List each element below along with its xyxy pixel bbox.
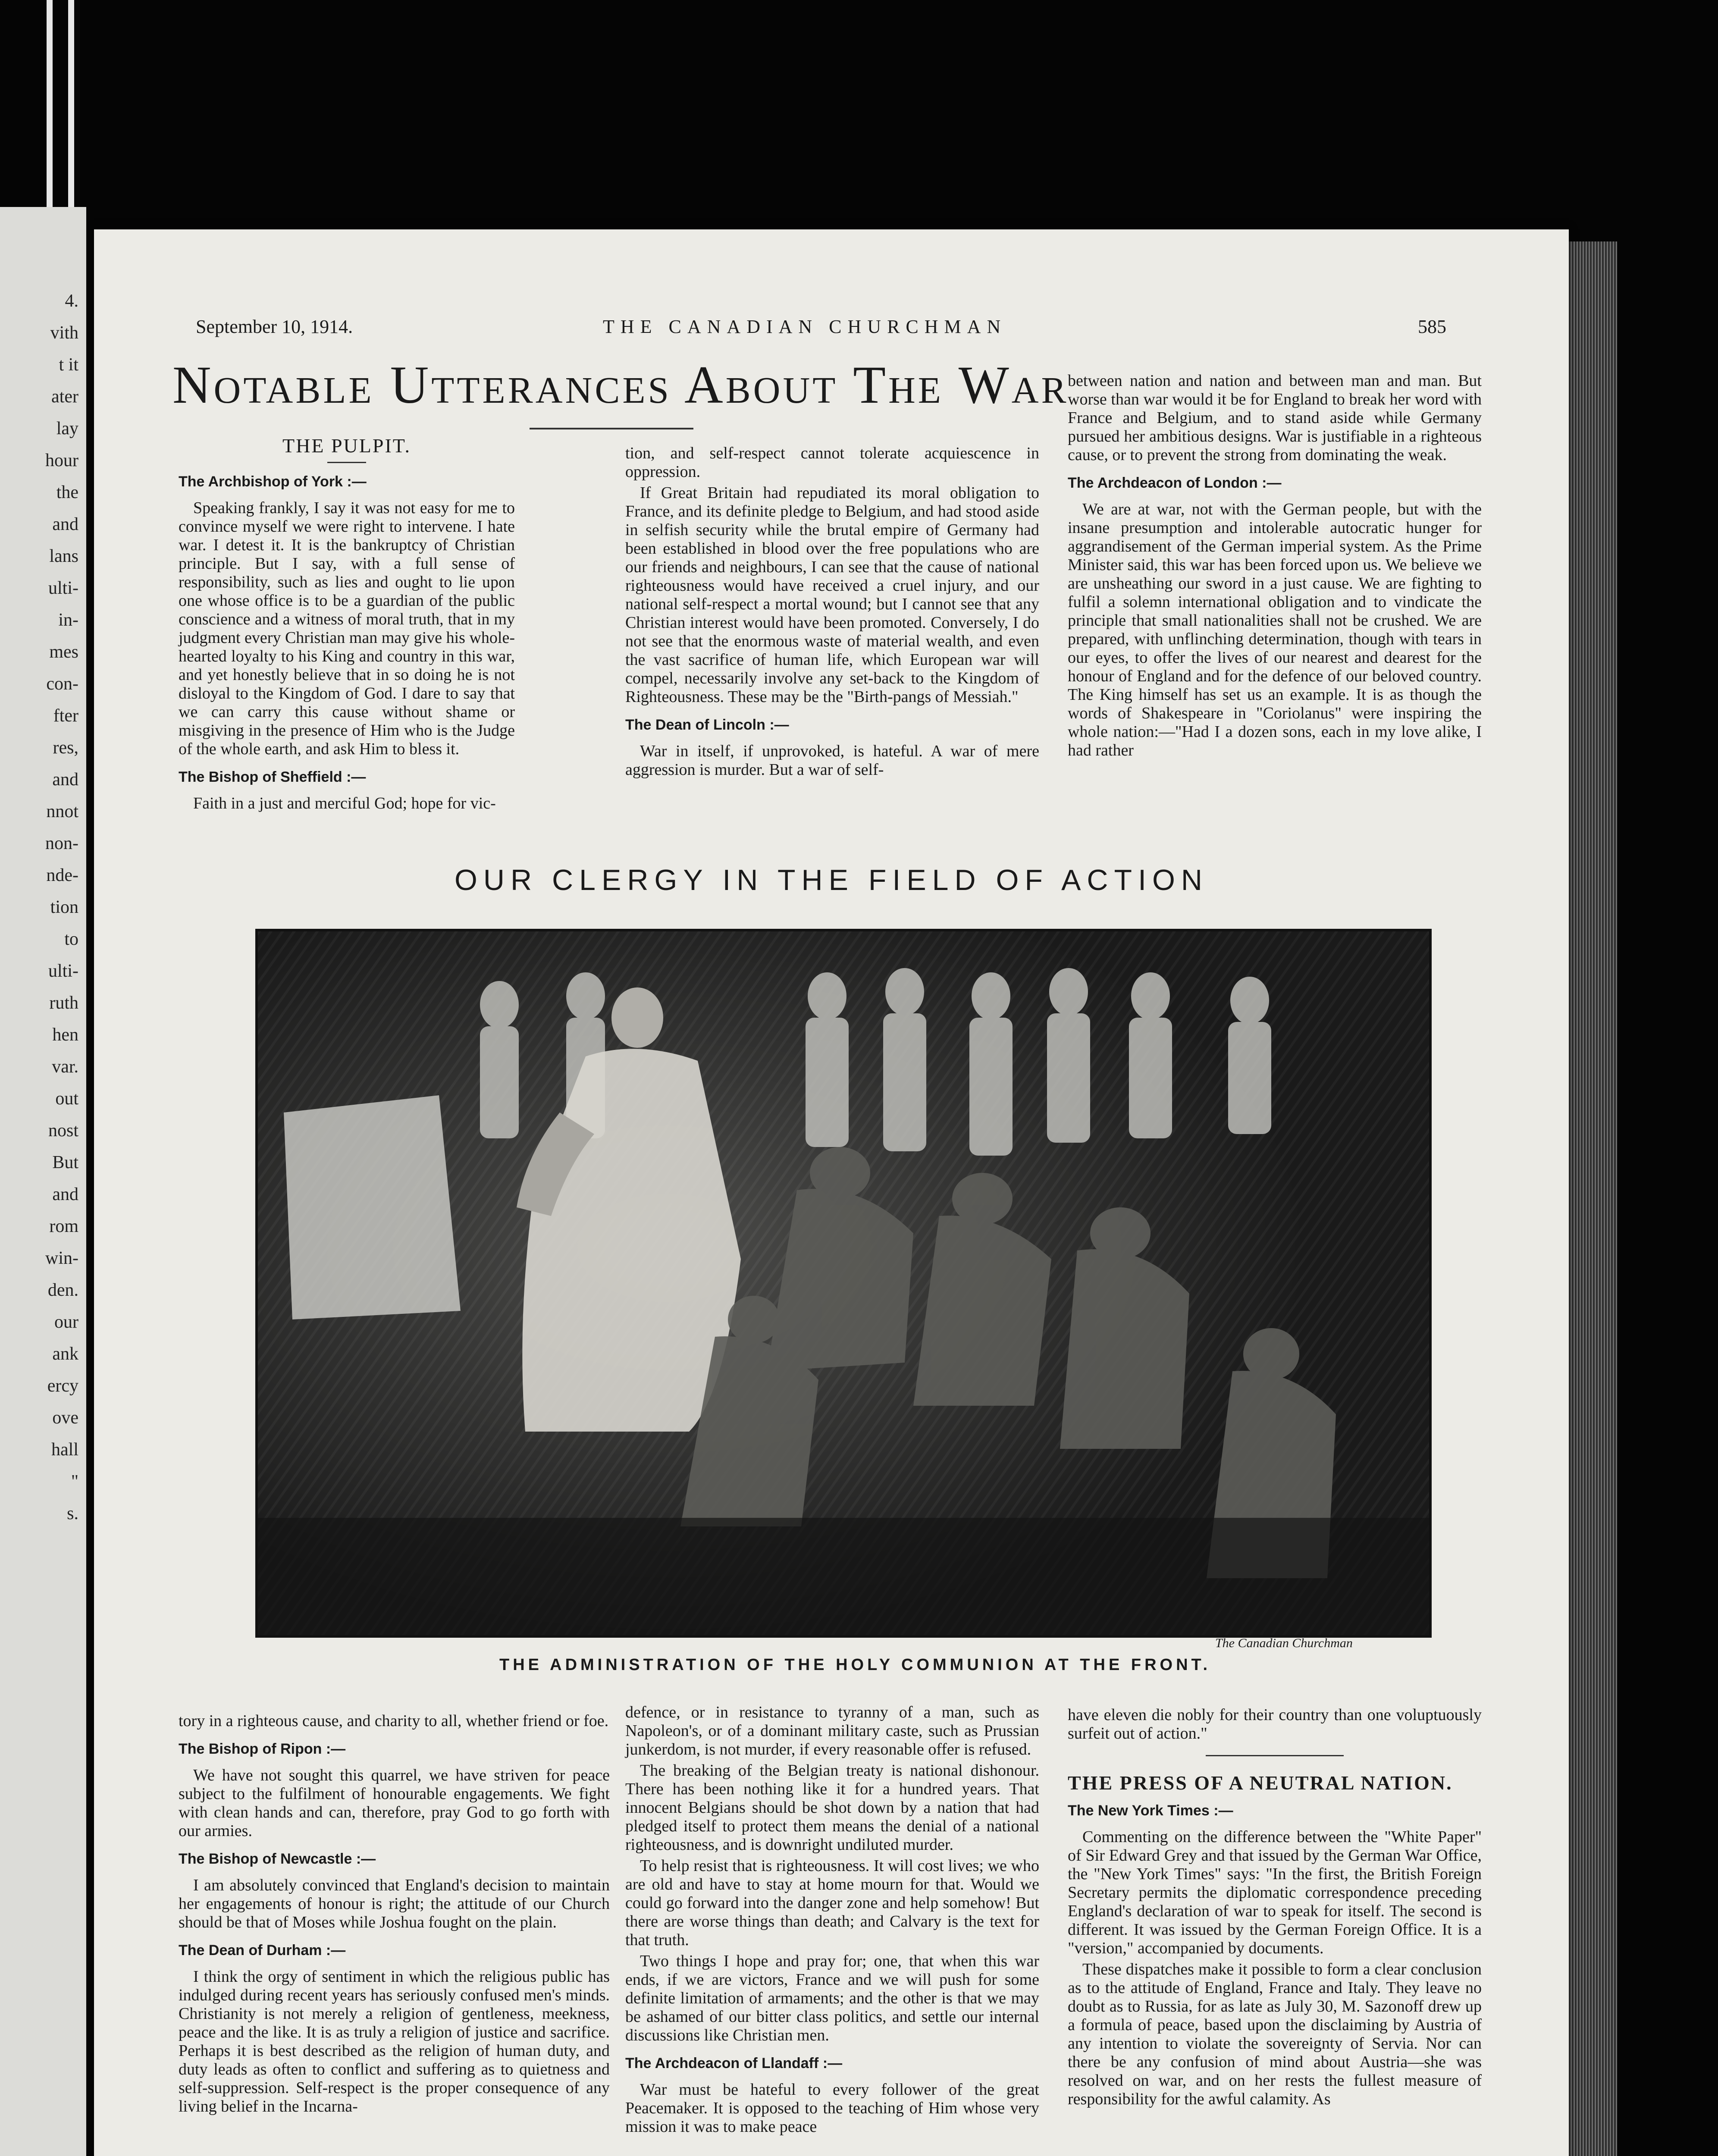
- facing-page-text-fragment: vith: [50, 323, 78, 343]
- facing-page-text-fragment: nnot: [46, 802, 78, 821]
- archdeacon-london-heading: The Archdeacon of London :—: [1068, 475, 1282, 491]
- section-rule: [327, 462, 366, 463]
- page-number: 585: [1418, 316, 1446, 337]
- dean-lincoln-heading: The Dean of Lincoln :—: [625, 717, 789, 733]
- illustration-heading: OUR CLERGY IN THE FIELD OF ACTION: [455, 864, 1208, 896]
- press-neutral-nation-heading: THE PRESS OF A NEUTRAL NATION.: [1068, 1772, 1453, 1794]
- archdeacon-llandaff-heading: The Archdeacon of Llandaff :—: [625, 2055, 843, 2071]
- facing-page-text-fragment: hen: [52, 1025, 78, 1045]
- pulpit-heading: THE PULPIT.: [282, 435, 411, 457]
- facing-page-text-fragment: and: [52, 1185, 78, 1204]
- facing-page-text-fragment: But: [52, 1153, 78, 1172]
- facing-page-text-fragment: s.: [67, 1504, 78, 1523]
- facing-page-text-fragment: in-: [58, 610, 78, 630]
- facing-page-text-fragment: ulti-: [48, 578, 78, 598]
- archdeacon-llandaff-text: War must be hateful to every follower of the great Peacemaker. It is opposed to the teaching of Him whose very mission it was to make peace: [625, 2081, 1039, 2136]
- facing-page-text-fragment: fter: [53, 706, 78, 726]
- illustration-plate: [255, 929, 1432, 1638]
- facing-page-text-fragment: out: [55, 1089, 78, 1109]
- new-york-times-paragraph-1: Commenting on the difference between the "White Paper" of Sir Edward Grey and that issued by the German War Office, the "New York Times" says: "In the first, the British Foreign Secretary permits the diplomatic correspondence preceding England's declaration of war to speak for itself. The second is different. It was issued by the German Foreign Office. It is a "version," accompanied by documents.: [1068, 1828, 1482, 1957]
- column-2-paragraph: If Great Britain had repudiated its moral obligation to France, and its definite pledge to Belgium, and had stood aside in selfish security while the brutal empire of Germany had been established in blood over the free populations who are our friends and neighbours, I can see that the cause of national righteousness would have received a cruel injury, and our national self-respect a mortal wound; but I cannot see that any Christian interest would have been promoted. Conversely, I do not see that the enormous waste of material wealth, and even the vast sacrifice of human life, which European war will compel, necessarily involve any set-back to the Kingdom of Righteousness. These may be the "Birth-pangs of Messiah.": [625, 484, 1039, 706]
- facing-page-text-fragment: nost: [48, 1121, 78, 1141]
- column-3: [1068, 372, 1482, 762]
- facing-page-text-fragment: ruth: [49, 993, 78, 1013]
- illustration-credit: The Canadian Churchman: [1215, 1636, 1353, 1650]
- facing-page-text-fragment: den.: [47, 1280, 78, 1300]
- bishop-ripon-heading: The Bishop of Ripon :—: [179, 1741, 346, 1757]
- facing-page-text-fragment: win-: [45, 1248, 78, 1268]
- facing-page-fragment: [0, 207, 86, 2156]
- article-title: Notable Utterances About The War: [172, 355, 1069, 414]
- column-1: [179, 436, 515, 815]
- facing-page-text-fragment: the: [56, 483, 78, 502]
- bishop-ripon-text: We have not sought this quarrel, we have striven for peace subject to the fulfilment of honourable engagements. We fight with clean hands and can, therefore, pray God to go forth with our armies.: [179, 1766, 610, 1840]
- bottom-column-2-continuation: defence, or in resistance to tyranny of a man, such as Napoleon's, or of a dominant military caste, such as Prussian junkerdom, is not murder, if every reasonable offer is refused.: [625, 1703, 1039, 1758]
- facing-page-text-fragment: rom: [49, 1216, 78, 1236]
- facing-page-text-fragment: ater: [51, 387, 78, 407]
- facing-page-text-fragment: our: [54, 1312, 78, 1332]
- newspaper-page: [94, 229, 1569, 2156]
- column-2: [625, 444, 1039, 782]
- facing-page-text-fragment: ": [71, 1472, 78, 1492]
- facing-page-text-fragment: non-: [45, 834, 78, 853]
- facing-page-text-fragment: and: [52, 770, 78, 790]
- bottom-column-3: [1068, 1706, 1482, 2111]
- facing-page-text-fragment: and: [52, 514, 78, 534]
- bottom-column-2: [625, 1703, 1039, 2139]
- dean-durham-text: I think the orgy of sentiment in which the religious public has indulged during recent years has seriously confused men's minds. Christianity is not merely a religion of gentleness, meekness, peace and the like. It is as truly a religion of justice and sacrifice. Perhaps it is best described as the religion of human duty, and duty leads as often to conflict and suffering as to quietness and self-suppression. Self-respect is the proper consequence of any living belief in the Incarna-: [179, 1968, 610, 2115]
- bishop-sheffield-text: Faith in a just and merciful God; hope for vic-: [193, 794, 496, 812]
- facing-page-text-fragment: ercy: [47, 1376, 78, 1396]
- header-date: September 10, 1914.: [196, 316, 353, 337]
- communion-illustration: [258, 931, 1429, 1635]
- column-3-continuation: between nation and nation and between man and man. But worse than war would it be for England to break her word with France and Belgium, and to stand aside while Germany pursued her ambitious designs. War is justifiable in a righteous cause, or to prevent the strong from dominating the weak.: [1068, 372, 1482, 464]
- title-rule: [530, 428, 693, 429]
- bottom-column-1-continuation: tory in a righteous cause, and charity to all, whether friend or foe.: [179, 1712, 609, 1730]
- new-york-times-paragraph-2: These dispatches make it possible to form a clear conclusion as to the attitude of England, France and Italy. They leave no doubt as to Russia, for as late as July 30, M. Sazonoff drew up a formula of peace, based upon the disclaiming by Austria of any intention to violate the sovereignty of Servia. Nor can there be any confusion of mind about Austria—she was resolved on war, and on her rests the fullest measure of responsibility for the awful calamity. As: [1068, 1960, 1482, 2108]
- facing-page-text-fragment: tion: [50, 897, 78, 917]
- bishop-newcastle-text: I am absolutely convinced that England's decision to maintain her engagements of honour is right; the attitude of our Church should be that of Moses while Joshua fought on the plain.: [179, 1876, 610, 1931]
- column-2-continuation: tion, and self-respect cannot tolerate acquiescence in oppression.: [625, 444, 1039, 481]
- facing-page-text-fragment: lans: [49, 546, 78, 566]
- two-things-paragraph: Two things I hope and pray for; one, that when this war ends, if we are victors, France and we will push for some definite limitation of armaments; and the other is that we may be ashamed of our bitter class politics, and settle our internal discussions like Christian men.: [625, 1952, 1039, 2044]
- facing-page-text-fragment: res,: [53, 738, 78, 758]
- bishop-sheffield-heading: The Bishop of Sheffield :—: [179, 769, 366, 785]
- bottom-column-3-continuation: have eleven die nobly for their country than one voluptuously surfeit out of action.": [1068, 1706, 1482, 1742]
- dean-lincoln-text: War in itself, if unprovoked, is hateful. A war of mere aggression is murder. But a war of self-: [625, 742, 1039, 779]
- facing-page-text-fragment: mes: [49, 642, 78, 662]
- archbishop-york-heading: The Archbishop of York :—: [179, 473, 367, 490]
- facing-page-text-fragment: var.: [52, 1057, 78, 1077]
- facing-page-text-fragment: hall: [51, 1440, 78, 1460]
- resist-paragraph: To help resist that is righteousness. It will cost lives; we who are old and have to stay at home mourn for that. Would we could go forward into the danger zone and help somehow! But there are worse things than death; and Calvary is the text for that truth.: [625, 1857, 1039, 1949]
- facing-page-text-fragment: ove: [52, 1408, 78, 1428]
- facing-page-text-fragment: hour: [45, 451, 78, 470]
- dean-durham-heading: The Dean of Durham :—: [179, 1942, 346, 1959]
- facing-page-text-fragment: 4.: [65, 291, 78, 311]
- archbishop-york-text: Speaking frankly, I say it was not easy for me to convince myself we were right to intervene. I hate war. I detest it. It is the bankruptcy of Christian principle. But I say, with a full sense of responsibility, such as lies and ought to lie upon one whose office is to be a guardian of the public conscience and a witness of moral truth, that in my judgment every Christian man may give his whole-hearted loyalty to his King and country in this war, and yet honestly believe that in so doing he is not disloyal to the Kingdom of God. I dare to say that we can carry this cause without shame or misgiving in the presence of Him who is the Judge of the whole earth, and ask Him to bless it.: [179, 499, 515, 758]
- illustration-caption: THE ADMINISTRATION OF THE HOLY COMMUNION AT THE FRONT.: [499, 1656, 1211, 1674]
- bottom-column-1: [179, 1712, 610, 2118]
- facing-page-text-fragment: lay: [56, 419, 78, 439]
- facing-page-text-fragment: ulti-: [48, 961, 78, 981]
- archdeacon-london-text: We are at war, not with the German people, but with the insane presumption and intolerable autocratic hunger for aggrandisement of the German imperial system. As the Prime Minister said, this war has been forced upon us. We believe we are unsheathing our sword in a just cause. We are fighting to fulfil a solemn international obligation and to vindicate the principle that small nationalities shall not be crushed. We are prepared, with unflinching determination, though with tears in our eyes, to offer the lives of our nearest and dearest for the honour of England and for the defence of our beloved country. The King himself has set us an example. It is as though the words of Shakespeare in "Coriolanus" were inspiring the whole nation:—"Had I a dozen sons, each in my love alike, I had rather: [1068, 500, 1482, 759]
- facing-page-text-fragment: ank: [52, 1344, 78, 1364]
- facing-page-text-fragment: con-: [46, 674, 78, 694]
- publication-title: THE CANADIAN CHURCHMAN: [603, 316, 1007, 337]
- section-divider: [1206, 1755, 1344, 1756]
- facing-page-text-fragment: t it: [59, 355, 78, 375]
- new-york-times-heading: The New York Times :—: [1068, 1802, 1233, 1819]
- facing-page-text-fragment: to: [64, 929, 78, 949]
- belgian-treaty-paragraph: The breaking of the Belgian treaty is national dishonour. There has been nothing like it for a hundred years. That innocent Belgians should be shot down by a nation that had pledged itself to protect them means the denial of a national righteousness, and is downright undiluted murder.: [625, 1761, 1039, 1854]
- facing-page-text-fragment: nde-: [46, 865, 78, 885]
- bishop-newcastle-heading: The Bishop of Newcastle :—: [179, 1851, 376, 1867]
